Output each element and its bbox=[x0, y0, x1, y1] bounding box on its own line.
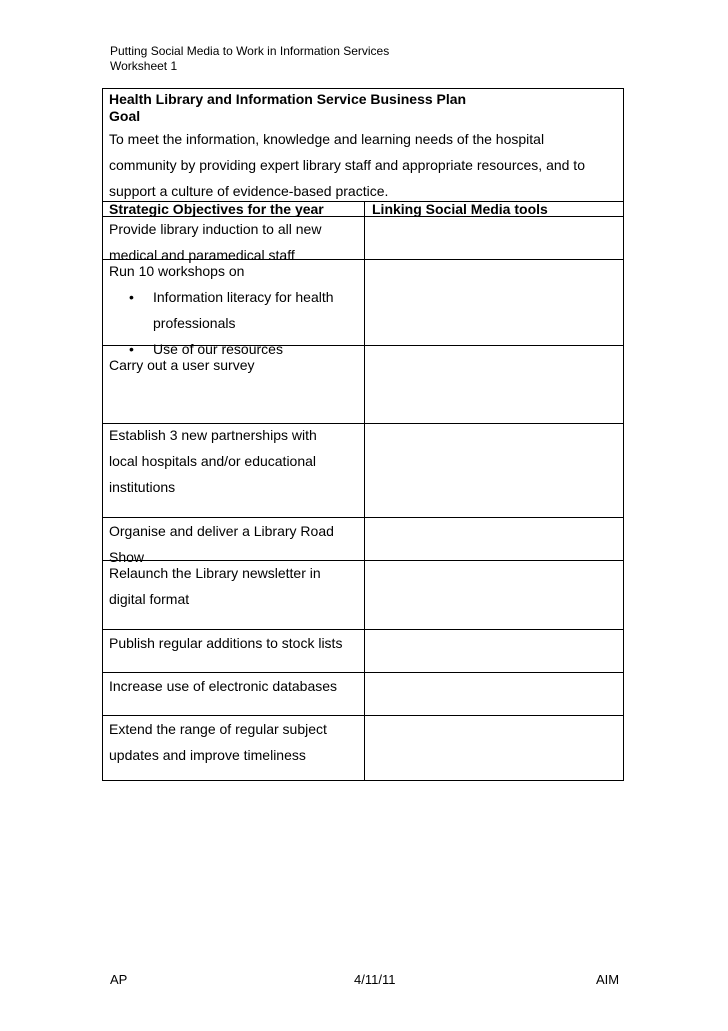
list-item-text: Information literacy for health bbox=[153, 289, 334, 305]
objective-cell bbox=[109, 560, 359, 612]
objective-text-line: institutions bbox=[109, 479, 176, 495]
objective-cell bbox=[109, 422, 359, 500]
social-media-tools-cell[interactable] bbox=[370, 630, 620, 673]
footer-date: 4/11/11 bbox=[354, 972, 396, 987]
objective-cell bbox=[109, 352, 359, 378]
objective-text-line: local hospitals and/or educational bbox=[109, 453, 317, 469]
objective-text-line: Organise and deliver a Library Road bbox=[109, 523, 334, 539]
list-item bbox=[109, 310, 359, 336]
objective-text-line: Increase use of electronic databases bbox=[109, 678, 338, 694]
table-row bbox=[103, 217, 623, 263]
social-media-tools-cell[interactable] bbox=[370, 424, 620, 518]
table-row bbox=[103, 561, 623, 630]
goal-text-line-2: community by providing expert library staff and appropriate resources, and to bbox=[109, 157, 585, 173]
list-item bbox=[109, 284, 359, 310]
objective-text-line: Run 10 workshops on bbox=[109, 263, 245, 279]
objective-text-line: medical and paramedical staff bbox=[109, 247, 295, 263]
social-media-tools-cell[interactable] bbox=[370, 561, 620, 630]
objective-text-line: Carry out a user survey bbox=[109, 357, 255, 373]
objective-text-line: Relaunch the Library newsletter in bbox=[109, 565, 321, 581]
social-media-tools-cell[interactable] bbox=[370, 346, 620, 424]
bullet-icon: • bbox=[129, 289, 134, 305]
col-header-objectives: Strategic Objectives for the year bbox=[109, 201, 324, 217]
document-header-worksheet: Worksheet 1 bbox=[110, 59, 178, 73]
footer-right: AIM bbox=[596, 972, 620, 987]
list-item-text: Use of our resources bbox=[153, 341, 283, 357]
table-row bbox=[103, 673, 623, 716]
business-plan-table bbox=[102, 88, 624, 781]
objective-text-line: Publish regular additions to stock lists bbox=[109, 635, 343, 651]
table-row bbox=[103, 518, 623, 565]
table-header-row bbox=[103, 202, 623, 217]
objective-text-line: Establish 3 new partnerships with bbox=[109, 427, 317, 443]
social-media-tools-cell[interactable] bbox=[370, 518, 620, 561]
goal-label: Goal bbox=[109, 108, 141, 124]
social-media-tools-cell[interactable] bbox=[370, 673, 620, 716]
social-media-tools-cell[interactable] bbox=[370, 716, 620, 781]
social-media-tools-cell[interactable] bbox=[370, 260, 620, 346]
objective-text-line: digital format bbox=[109, 591, 190, 607]
table-row bbox=[103, 630, 623, 673]
bullet-icon: • bbox=[129, 341, 134, 357]
table-row bbox=[103, 260, 623, 357]
table-row bbox=[103, 716, 623, 781]
social-media-tools-cell[interactable] bbox=[370, 217, 620, 260]
goal-text-line-1: To meet the information, knowledge and learning needs of the hospital bbox=[109, 131, 545, 147]
objective-cell bbox=[109, 630, 359, 656]
plan-title: Health Library and Information Service Business Plan bbox=[109, 91, 467, 107]
col-header-social-media-tools: Linking Social Media tools bbox=[372, 201, 548, 217]
goal-text-line-3: support a culture of evidence-based practice. bbox=[109, 183, 389, 199]
objective-text-line: Show bbox=[109, 549, 145, 565]
document-header-title: Putting Social Media to Work in Information Services bbox=[110, 44, 390, 58]
table-row bbox=[103, 346, 623, 424]
table-row bbox=[103, 424, 623, 518]
footer-left: AP bbox=[110, 972, 128, 987]
objective-text-line: Extend the range of regular subject bbox=[109, 721, 327, 737]
objective-cell bbox=[109, 716, 359, 768]
objective-text-line: Provide library induction to all new bbox=[109, 221, 322, 237]
list-item-text: professionals bbox=[153, 315, 236, 331]
objective-text-line: updates and improve timeliness bbox=[109, 747, 306, 763]
plan-header-block bbox=[103, 89, 623, 202]
objective-cell bbox=[109, 673, 359, 699]
